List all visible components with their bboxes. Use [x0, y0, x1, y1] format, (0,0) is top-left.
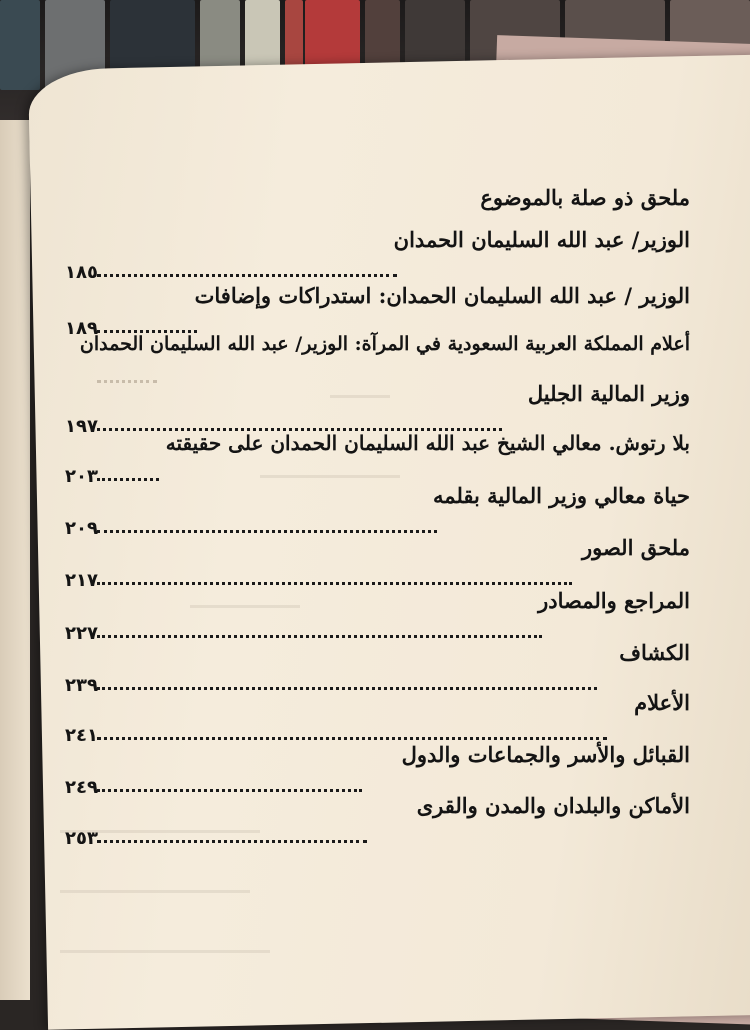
toc-entry [65, 431, 690, 487]
toc-entry [65, 588, 690, 644]
toc-entry-page: ٢١٧ [65, 570, 98, 591]
toc-entry-title: بلا رتوش. معالي الشيخ عبد الله السليمان الحمدان على حقيقته [165, 431, 690, 455]
toc-heading: ملحق ذو صلة بالموضوع [480, 185, 690, 210]
toc-entry-page: ٢٥٣ [65, 828, 98, 849]
background-book [0, 0, 40, 90]
dot-leader [97, 478, 159, 481]
toc-entry [65, 690, 690, 746]
toc-entry [65, 640, 690, 696]
toc-entry [65, 483, 690, 539]
toc-entry-title: الكشاف [619, 640, 690, 665]
dot-leader [97, 635, 542, 638]
toc-entry-title: الوزير / عبد الله السليمان الحمدان: استدراكات وإضافات [194, 283, 690, 308]
toc-entry-title: القبائل والأسر والجماعات والدول [401, 742, 690, 767]
toc-entry-page: ١٩٧ [65, 416, 98, 437]
toc-entry-page: ٢٠٣ [65, 466, 98, 487]
toc-entry [65, 742, 690, 798]
toc-entry-page: ٢٤٩ [65, 777, 98, 798]
dot-leader [97, 274, 397, 277]
page-edge [0, 120, 30, 1000]
toc-entry-title: حياة معالي وزير المالية بقلمه [433, 483, 690, 508]
toc-entry-title: الأماكن والبلدان والمدن والقرى [416, 793, 690, 818]
dot-leader [97, 840, 367, 843]
toc-entry-page: ١٨٥ [65, 262, 98, 283]
toc-entry-page: ٢٤١ [65, 725, 98, 746]
show-through-text [60, 950, 270, 953]
toc-entry [65, 535, 690, 591]
dot-leader [97, 530, 437, 533]
toc-entry-title: المراجع والمصادر [538, 588, 690, 613]
toc-entry-page: ٢٢٧ [65, 623, 98, 644]
toc-entry-title: أعلام المملكة العربية السعودية في المرآة: الوزير/ عبد الله السليمان الحمدان [79, 333, 690, 355]
toc-entry-title: الوزير/ عبد الله السليمان الحمدان [393, 227, 690, 252]
dot-leader [97, 737, 607, 740]
toc-entry [65, 793, 690, 849]
dot-leader [97, 789, 362, 792]
dot-leader [97, 582, 572, 585]
toc-entry [65, 381, 690, 437]
toc-entry-page: ١٨٩ [65, 318, 98, 339]
toc-entry-page: ٢٠٩ [65, 518, 98, 539]
show-through-text [60, 890, 250, 893]
toc-entry [65, 227, 690, 283]
toc-entry-title: الأعلام [634, 690, 690, 715]
toc-entry [65, 283, 690, 339]
toc-entry-page: ٢٣٩ [65, 675, 98, 696]
toc-entry-title: وزير المالية الجليل [527, 381, 690, 406]
toc-entry-title: ملحق الصور [581, 535, 690, 560]
